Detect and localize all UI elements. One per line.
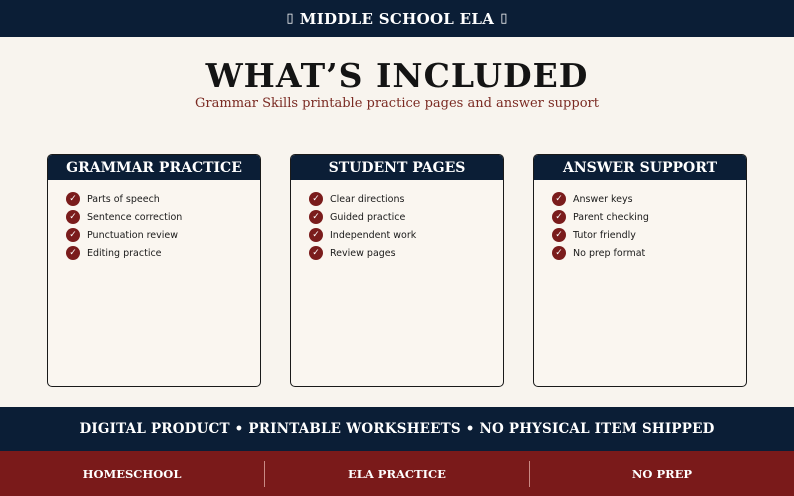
list-item-label: Independent work <box>330 229 417 241</box>
list-item <box>309 208 503 226</box>
card-list <box>291 180 503 262</box>
check-icon: ✓ <box>552 228 566 242</box>
list-item-label: Editing practice <box>87 247 162 259</box>
check-icon: ✓ <box>66 192 80 206</box>
info-bar <box>0 407 794 451</box>
check-icon: ✓ <box>66 210 80 224</box>
banner-title: MIDDLE SCHOOL ELA <box>299 9 495 28</box>
page-title: WHAT’S INCLUDED <box>205 56 589 95</box>
top-banner <box>0 0 794 37</box>
tag-ela-practice: ELA PRACTICE <box>348 466 446 481</box>
list-item-label: Answer keys <box>573 193 633 205</box>
list-item <box>309 190 503 208</box>
box-icon-right: ▯ <box>500 11 508 26</box>
card-title: ANSWER SUPPORT <box>534 155 746 180</box>
card-list <box>48 180 260 262</box>
list-item-label: Tutor friendly <box>573 229 636 241</box>
card-grammar-practice <box>47 154 261 387</box>
list-item-label: Sentence correction <box>87 211 183 223</box>
check-icon: ✓ <box>552 210 566 224</box>
card-title: GRAMMAR PRACTICE <box>48 155 260 180</box>
card-student-pages <box>290 154 504 387</box>
check-icon: ✓ <box>66 246 80 260</box>
check-icon: ✓ <box>66 228 80 242</box>
list-item-label: Clear directions <box>330 193 405 205</box>
list-item-label: Review pages <box>330 247 396 259</box>
page-subtitle: Grammar Skills printable practice pages and answer support <box>195 96 599 111</box>
card-title: STUDENT PAGES <box>291 155 503 180</box>
check-icon: ✓ <box>309 210 323 224</box>
check-icon: ✓ <box>309 228 323 242</box>
list-item-label: Parts of speech <box>87 193 160 205</box>
list-item-label: Parent checking <box>573 211 649 223</box>
check-icon: ✓ <box>552 192 566 206</box>
tag-no-prep: NO PREP <box>631 466 693 481</box>
tag-homeschool: HOMESCHOOL <box>82 466 182 481</box>
check-icon: ✓ <box>309 246 323 260</box>
info-bar-text: DIGITAL PRODUCT • PRINTABLE WORKSHEETS • NO PHYSICAL ITEM SHIPPED <box>79 421 715 437</box>
list-item-label: No prep format <box>573 247 646 259</box>
check-icon: ✓ <box>309 192 323 206</box>
tag-bar <box>0 451 794 496</box>
list-item <box>66 208 260 226</box>
list-item-label: Punctuation review <box>87 229 179 241</box>
list-item <box>552 208 746 226</box>
list-item <box>552 190 746 208</box>
card-list <box>534 180 746 262</box>
list-item <box>66 244 260 262</box>
list-item <box>66 226 260 244</box>
list-item <box>66 190 260 208</box>
list-item-label: Guided practice <box>330 211 406 223</box>
card-answer-support <box>533 154 747 387</box>
list-item <box>309 226 503 244</box>
check-icon: ✓ <box>552 246 566 260</box>
list-item <box>552 226 746 244</box>
list-item <box>552 244 746 262</box>
box-icon-left: ▯ <box>286 11 294 26</box>
list-item <box>309 244 503 262</box>
